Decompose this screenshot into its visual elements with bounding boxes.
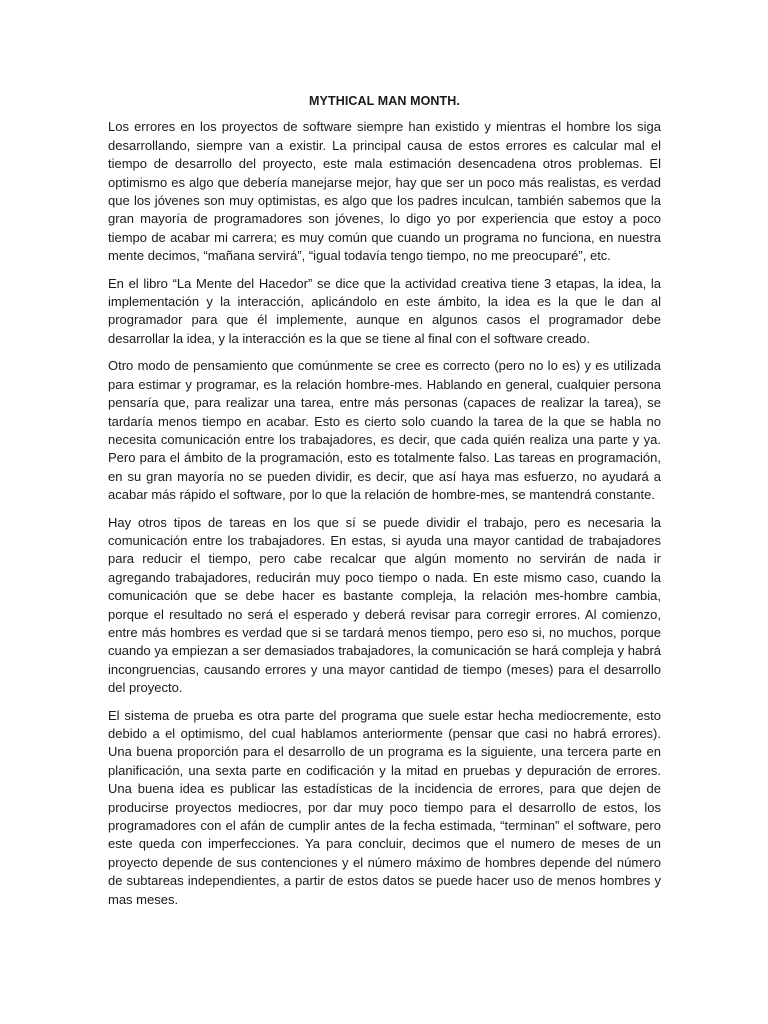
paragraph-4: Hay otros tipos de tareas en los que sí se puede dividir el trabajo, pero es necesaria la comunicación entre los trabajadores. En estas, si ayuda una mayor cantidad de trabajadores para reducir el tiempo, pero cabe recalcar que algún momento no servirán de nada ir agregando trabajadores, reducirán muy poco tiempo o nada. En este mismo caso, cuando la comunicación que se debe hacer es bastante compleja, la relación mes-hombre cambia, porque el resultado no será el esperado y deberá revisar para corregir errores. Al comienzo, entre más hombres es verdad que si se tardará menos tiempo, pero eso si, no muchos, porque cuando ya empiezan a ser demasiados trabajadores, la comunicación se hará compleja y habrá incongruencias, causando errores y una mayor cantidad de tiempo (meses) para el desarrollo del proyecto. (108, 514, 661, 696)
paragraph-2: En el libro “La Mente del Hacedor” se dice que la actividad creativa tiene 3 etapas, la idea, la implementación y la interacción, aplicándolo en este ámbito, la idea es la que le dan al programador para que él implemente, aunque en algunos casos el programador debe desarrollar la idea, y la interacción es la que se tiene al final con el software creado. (108, 275, 661, 346)
document-page (108, 92, 661, 918)
paragraph-3: Otro modo de pensamiento que comúnmente se cree es correcto (pero no lo es) y es utilizada para estimar y programar, es la relación hombre-mes. Hablando en general, cualquier persona pensaría que, para realizar una tarea, entre más personas (capaces de realizar la tarea), se tardaría menos tiempo en acabar. Esto es cierto solo cuando la tarea de la que se habla no necesita comunicación entre los trabajadores, es decir, que cada quién realiza una parte y ya. Pero para el ámbito de la programación, esto es totalmente falso. Las tareas en programación, en su gran mayoría no se pueden dividir, es decir, que así haya mas esfuerzo, no ayudará a acabar más rápido el software, por lo que la relación de hombre-mes, se mantendrá constante. (108, 358, 661, 503)
paragraph-1: Los errores en los proyectos de software siempre han existido y mientras el hombre los siga desarrollando, siempre van a existir. La principal causa de estos errores es calcular mal el tiempo de desarrollo del proyecto, este mala estimación desencadena otros problemas. El optimismo es algo que debería manejarse mejor, hay que ser un poco más realistas, es verdad que los jóvenes son muy optimistas, es algo que los padres inculcan, también sabemos que la gran mayoría de programadores son jóvenes, lo digo yo por experiencia que estoy a poco tiempo de acabar mi carrera; es muy común que cuando un programa no funciona, en nuestra mente decimos, “mañana servirá”, “igual todavía tengo tiempo, no me preocuparé”, etc. (108, 119, 661, 264)
paragraph-5: El sistema de prueba es otra parte del programa que suele estar hecha mediocremente, esto debido a el optimismo, del cual hablamos anteriormente (pensar que casi no habrá errores). Una buena proporción para el desarrollo de un programa es la siguiente, una tercera parte en planificación, una sexta parte en codificación y la mitad en pruebas y depuración de errores. Una buena idea es publicar las estadísticas de la incidencia de errores, para que dejen de producirse proyectos mediocres, por dar muy poco tiempo para el desarrollo de estos, los programadores con el afán de cumplir antes de la fecha estimada, “terminan” el software, pero este queda con imperfecciones. Ya para concluir, decimos que el numero de meses de un proyecto depende de sus contenciones y el número máximo de hombres depende del número de subtareas independientes, a partir de estos datos se puede hacer uso de menos hombres y mas meses. (108, 707, 661, 907)
document-title: MYTHICAL MAN MONTH. (309, 94, 460, 108)
